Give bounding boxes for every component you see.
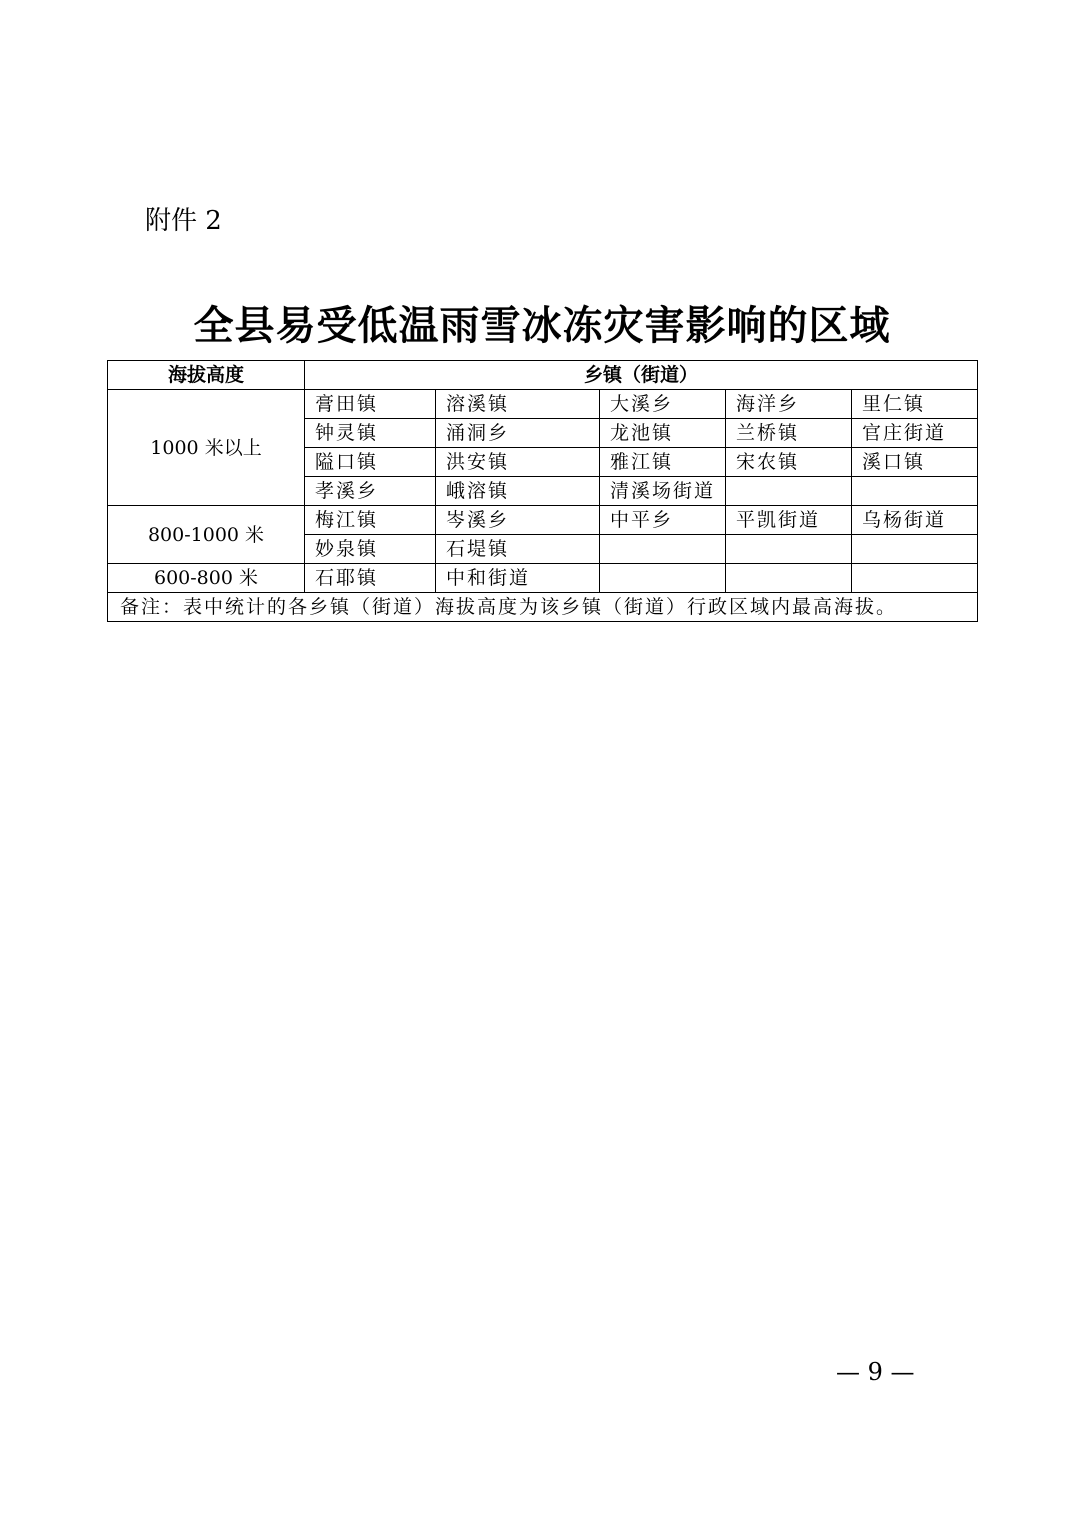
table-note-row xyxy=(108,593,978,622)
altitude-cell: 600-800 米 xyxy=(108,564,305,593)
town-cell: 梅江镇 xyxy=(305,506,436,535)
town-cell: 平凯街道 xyxy=(726,506,852,535)
town-cell: 大溪乡 xyxy=(600,390,726,419)
attachment-label: 附件 2 xyxy=(145,206,222,236)
town-cell xyxy=(852,535,978,564)
altitude-cell: 1000 米以上 xyxy=(108,390,305,506)
town-cell: 峨溶镇 xyxy=(436,477,600,506)
table-row xyxy=(108,390,978,419)
town-cell: 乌杨街道 xyxy=(852,506,978,535)
altitude-cell: 800-1000 米 xyxy=(108,506,305,564)
town-cell xyxy=(600,564,726,593)
town-cell: 涌洞乡 xyxy=(436,419,600,448)
table-note: 备注：表中统计的各乡镇（街道）海拔高度为该乡镇（街道）行政区域内最高海拔。 xyxy=(108,593,978,622)
header-altitude: 海拔高度 xyxy=(108,361,305,390)
town-cell: 中和街道 xyxy=(436,564,600,593)
town-cell xyxy=(726,535,852,564)
table-row xyxy=(108,506,978,535)
town-cell: 里仁镇 xyxy=(852,390,978,419)
town-cell: 龙池镇 xyxy=(600,419,726,448)
town-cell xyxy=(600,535,726,564)
town-cell: 孝溪乡 xyxy=(305,477,436,506)
town-cell: 海洋乡 xyxy=(726,390,852,419)
header-towns: 乡镇（街道） xyxy=(305,361,978,390)
town-cell: 钟灵镇 xyxy=(305,419,436,448)
town-cell: 官庄街道 xyxy=(852,419,978,448)
town-cell xyxy=(852,477,978,506)
town-cell: 中平乡 xyxy=(600,506,726,535)
town-cell xyxy=(852,564,978,593)
town-cell: 洪安镇 xyxy=(436,448,600,477)
town-cell xyxy=(726,564,852,593)
town-cell: 溪口镇 xyxy=(852,448,978,477)
town-cell: 石耶镇 xyxy=(305,564,436,593)
table-row xyxy=(108,564,978,593)
town-cell: 妙泉镇 xyxy=(305,535,436,564)
region-table xyxy=(107,360,978,622)
page-number: — 9 — xyxy=(836,1358,915,1386)
document-title: 全县易受低温雨雪冰冻灾害影响的区域 xyxy=(193,302,891,349)
town-cell: 膏田镇 xyxy=(305,390,436,419)
town-cell: 雅江镇 xyxy=(600,448,726,477)
town-cell: 宋农镇 xyxy=(726,448,852,477)
town-cell: 隘口镇 xyxy=(305,448,436,477)
town-cell: 清溪场街道 xyxy=(600,477,726,506)
town-cell: 兰桥镇 xyxy=(726,419,852,448)
town-cell: 岑溪乡 xyxy=(436,506,600,535)
town-cell: 石堤镇 xyxy=(436,535,600,564)
town-cell: 溶溪镇 xyxy=(436,390,600,419)
town-cell xyxy=(726,477,852,506)
table-header-row xyxy=(108,361,978,390)
